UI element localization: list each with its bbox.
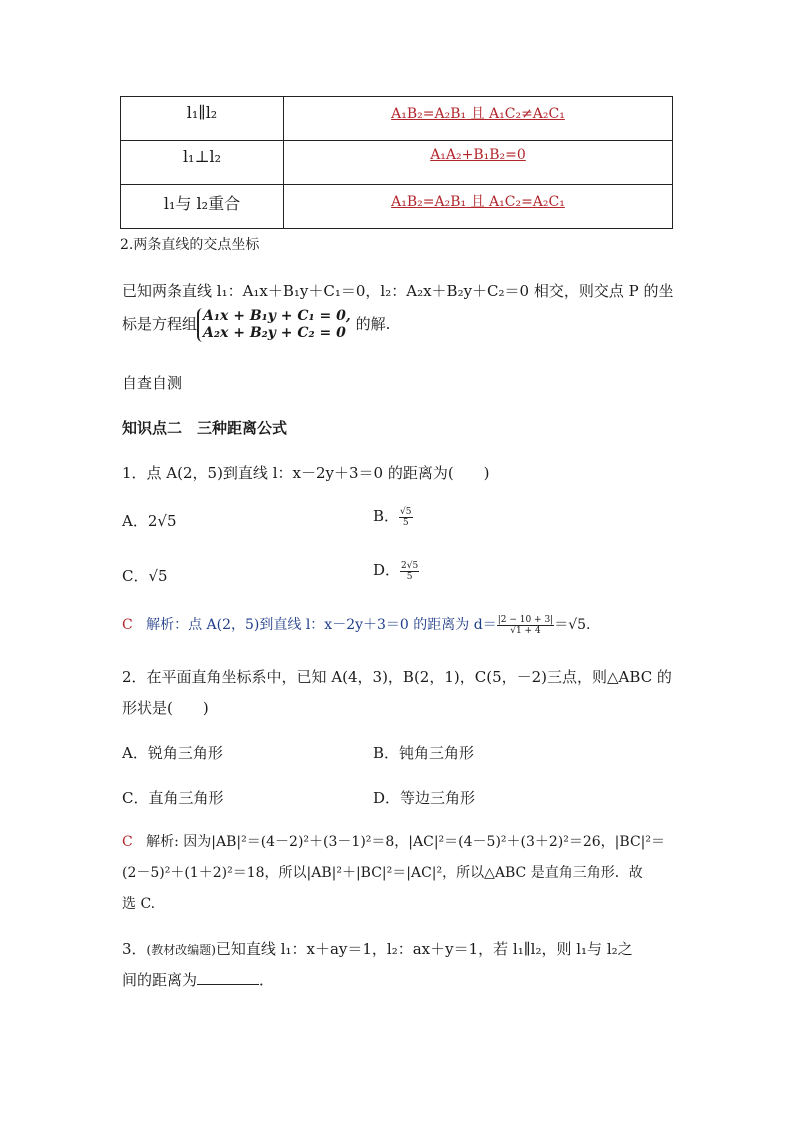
relation-cell: l₁与 l₂重合	[121, 185, 284, 229]
fraction-denominator: 5	[402, 517, 409, 528]
option-label: C．	[122, 567, 149, 585]
q3-line2-suffix: ．	[259, 971, 275, 989]
q2-stem-line2: 形状是( )	[122, 699, 209, 717]
line2-suffix: 的解.	[355, 315, 391, 333]
q2-analysis-line1	[122, 831, 665, 851]
fraction-denominator: 5	[406, 571, 413, 582]
q2-option-d: D．等边三角形	[373, 789, 476, 807]
table-row	[121, 185, 673, 229]
q3-stem-text: 已知直线 l₁：x＋ay＝1，l₂：ax＋y＝1，若 l₁∥l₂，则 l₁与 l₂之	[215, 940, 633, 958]
system-eq1: A₁x + B₁y + C₁ = 0,	[203, 308, 351, 324]
option-label: A．	[122, 512, 148, 530]
question-number: 3．	[122, 940, 147, 958]
analysis-suffix: ＝√5.	[554, 617, 591, 633]
q2-option-c: C．直角三角形	[122, 789, 224, 807]
fraction-numerator: |2 − 10 + 3|	[497, 614, 554, 625]
q2-analysis-line2: (2－5)²＋(1＋2)²＝18，所以|AB|²＋|BC|²＝|AC|²，所以△ABC 是直角三角形．故	[122, 865, 643, 881]
section2-line2	[122, 308, 390, 342]
condition-cell	[284, 141, 673, 185]
section2-line1: 已知两条直线 l₁：A₁x＋B₁y＋C₁＝0，l₂：A₂x＋B₂y＋C₂＝0 相交，则交点 P 的坐	[122, 282, 674, 300]
condition-text: A₁A₂+B₁B₂=0	[430, 147, 526, 163]
answer-letter: C	[122, 834, 133, 850]
table-row	[121, 97, 673, 141]
option-label: B．	[373, 507, 400, 525]
q1-analysis	[122, 614, 590, 636]
relation-cell: l₁∥l₂	[121, 97, 284, 141]
fraction-denominator: √1 + 4	[510, 625, 541, 636]
q2-option-b: B．钝角三角形	[373, 744, 475, 762]
condition-cell	[284, 185, 673, 229]
q1-option-a	[122, 510, 177, 531]
condition-text: A₁B₂=A₂B₁ 且 A₁C₂=A₂C₁	[391, 194, 565, 210]
condition-cell	[284, 97, 673, 141]
equation-system	[197, 308, 351, 342]
q1-stem: 1．点 A(2，5)到直线 l：x－2y＋3＝0 的距离为( )	[122, 464, 490, 482]
q1-option-c	[122, 565, 168, 586]
fraction-numerator: 2√5	[401, 560, 419, 571]
q1-option-d	[373, 559, 419, 582]
analysis-text: 解析: 因为|AB|²＝(4－2)²＋(3－1)²＝8，|AC|²＝(4－5)²＋(3＋2)²＝26，|BC|²＝	[146, 834, 665, 850]
condition-table	[120, 96, 673, 229]
option-value: √5	[148, 567, 168, 585]
answer-blank[interactable]	[197, 984, 259, 985]
fraction	[399, 507, 412, 528]
q2-analysis-line3: 选 C.	[122, 896, 156, 912]
self-check-title: 自查自测	[122, 374, 183, 392]
q3-stem-line2	[122, 969, 274, 990]
q3-stem-line1	[122, 938, 633, 959]
condition-text: A₁B₂=A₂B₁ 且 A₁C₂≠A₂C₁	[391, 106, 565, 122]
option-label: D．	[373, 561, 401, 579]
distance-fraction	[497, 615, 555, 636]
q2-option-a: A．锐角三角形	[122, 744, 223, 762]
q1-option-b	[373, 505, 413, 528]
fraction-numerator: √5	[400, 506, 412, 517]
table-row	[121, 141, 673, 185]
answer-letter: C	[122, 617, 133, 633]
option-value: 2√5	[147, 512, 177, 530]
q3-line2-prefix: 间的距离为	[122, 971, 198, 989]
fraction	[400, 561, 419, 582]
q2-stem-line1: 2．在平面直角坐标系中，已知 A(4，3)，B(2，1)，C(5，－2)三点，则△ABC 的	[122, 668, 672, 686]
analysis-prefix: 解析：点 A(2，5)到直线 l：x－2y＋3＝0 的距离为 d＝	[146, 617, 497, 633]
relation-cell: l₁⊥l₂	[121, 141, 284, 185]
section-heading: 2.两条直线的交点坐标	[120, 237, 260, 253]
knowledge-title: 知识点二 三种距离公式	[122, 419, 288, 437]
line2-prefix: 标是方程组	[122, 315, 198, 333]
system-eq2: A₂x + B₂y + C₂ = 0	[203, 325, 346, 341]
question-tag: (教材改编题)	[146, 943, 216, 957]
